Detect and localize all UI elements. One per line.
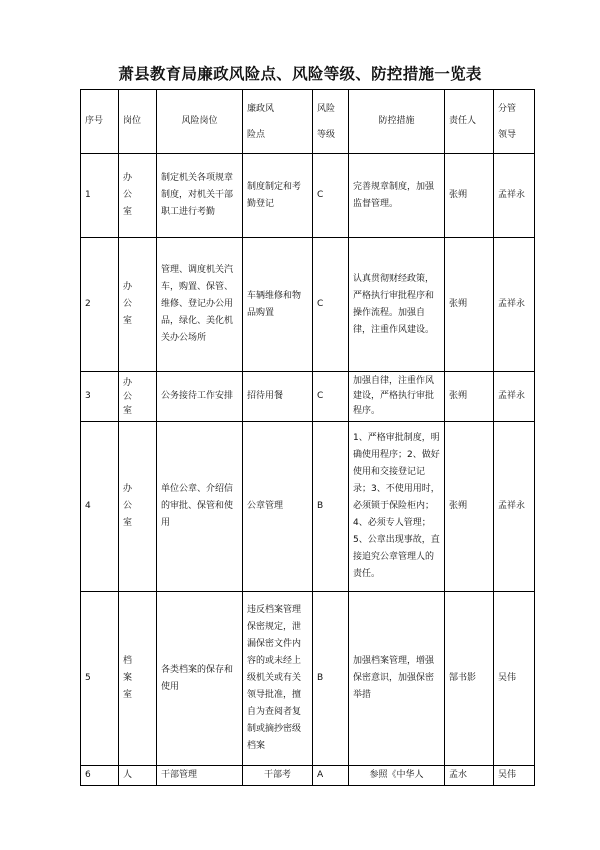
header-level-line1: 风险 (317, 103, 336, 114)
header-risk-point-line1: 廉政风 (247, 103, 275, 114)
header-leader-line2: 领导 (498, 129, 517, 140)
post-char: 室 (123, 405, 133, 416)
header-level (313, 90, 349, 154)
post-char: 案 (123, 673, 133, 683)
row-risk-point: 公章管理 (243, 422, 313, 592)
row-risk-post: 管理、调度机关汽车，购置、保管、维修、登记办公用品，绿化、美化机关办公场所 (157, 238, 243, 372)
table-row (81, 592, 535, 766)
row-level: B (313, 422, 349, 592)
table-row (81, 154, 535, 238)
row-post (119, 154, 157, 238)
row-leader: 孟祥永 (494, 372, 535, 422)
row-leader: 吴伟 (494, 592, 535, 766)
row-risk-point: 车辆维修和物品购置 (243, 238, 313, 372)
row-seq: 1 (81, 154, 119, 238)
row-seq: 3 (81, 372, 119, 422)
header-row (81, 90, 535, 154)
post-char: 办 (123, 377, 133, 388)
page-title: 萧县教育局廉政风险点、风险等级、防控措施一览表 (118, 65, 482, 83)
table-row (81, 238, 535, 372)
row-risk-post: 各类档案的保存和使用 (157, 592, 243, 766)
row-leader: 吴伟 (494, 766, 535, 786)
header-owner: 责任人 (445, 90, 494, 154)
row-risk-post: 制定机关各项规章制度，对机关干部职工进行考勤 (157, 154, 243, 238)
row-owner: 张朔 (445, 422, 494, 592)
post-char: 办 (123, 173, 133, 183)
post-char: 公 (123, 391, 133, 402)
row-owner: 张朔 (445, 238, 494, 372)
row-post (119, 422, 157, 592)
header-risk-post (157, 90, 243, 154)
row-risk-point: 干部考 (243, 766, 313, 786)
row-risk-point: 招待用餐 (243, 372, 313, 422)
post-char: 公 (123, 299, 133, 309)
row-post (119, 766, 157, 786)
row-risk-post: 公务接待工作安排 (157, 372, 243, 422)
row-measures: 参照《中华人 (349, 766, 445, 786)
row-post (119, 238, 157, 372)
post-char: 办 (123, 282, 133, 292)
row-measures: 加强自律，注重作风建设，严格执行审批程序。 (349, 372, 445, 422)
post-char: 档 (123, 656, 133, 666)
row-leader: 孟祥永 (494, 238, 535, 372)
header-seq: 序号 (81, 90, 119, 154)
table-row (81, 422, 535, 592)
row-measures: 完善规章制度，加强监督管理。 (349, 154, 445, 238)
row-measures: 1、严格审批制度，明确使用程序；2、做好使用和交接登记记录；3、不使用用时，必须锁于保险柜内；4、必须专人管理；5、公章出现事故，直接追究公章管理人的责任。 (349, 422, 445, 592)
row-level: B (313, 592, 349, 766)
row-risk-point: 违反档案管理保密规定，泄漏保密文件内容的或未经上级机关或有关领导批准，擅自为查阅者复制或摘抄密级档案 (243, 592, 313, 766)
row-owner: 张朔 (445, 372, 494, 422)
row-owner: 郜书影 (445, 592, 494, 766)
post-char: 室 (123, 518, 133, 528)
row-post (119, 592, 157, 766)
header-measures (349, 90, 445, 154)
header-measures-text: 防控措施 (378, 116, 415, 126)
row-leader: 孟祥永 (494, 422, 535, 592)
post-char: 人 (123, 770, 133, 780)
row-measures: 认真贯彻财经政策，严格执行审批程序和操作流程。加强自律，注重作风建设。 (349, 238, 445, 372)
post-char: 办 (123, 484, 133, 494)
header-risk-post-text: 风险岗位 (181, 116, 218, 126)
post-char: 室 (123, 207, 133, 217)
header-risk-point-line2: 险点 (247, 129, 266, 140)
post-char: 室 (123, 316, 133, 326)
table-row (81, 766, 535, 786)
header-risk-point (243, 90, 313, 154)
row-owner: 张朔 (445, 154, 494, 238)
header-leader-line1: 分管 (498, 103, 517, 114)
row-risk-post: 单位公章、介绍信的审批、保管和使用 (157, 422, 243, 592)
post-char: 公 (123, 501, 133, 511)
row-seq: 2 (81, 238, 119, 372)
row-level: C (313, 372, 349, 422)
row-seq: 5 (81, 592, 119, 766)
row-level: C (313, 154, 349, 238)
row-post (119, 372, 157, 422)
row-seq: 4 (81, 422, 119, 592)
row-seq: 6 (81, 766, 119, 786)
header-level-line2: 等级 (317, 129, 336, 140)
header-leader (494, 90, 535, 154)
row-measures: 加强档案管理，增强保密意识，加强保密举措 (349, 592, 445, 766)
row-level: A (313, 766, 349, 786)
header-post: 岗位 (119, 90, 157, 154)
row-risk-point: 制度制定和考勤登记 (243, 154, 313, 238)
row-level: C (313, 238, 349, 372)
row-risk-post: 干部管理 (157, 766, 243, 786)
row-owner: 孟水 (445, 766, 494, 786)
post-char: 公 (123, 190, 133, 200)
table-row (81, 372, 535, 422)
risk-table (80, 89, 535, 786)
post-char: 室 (123, 690, 133, 700)
row-leader: 孟祥永 (494, 154, 535, 238)
